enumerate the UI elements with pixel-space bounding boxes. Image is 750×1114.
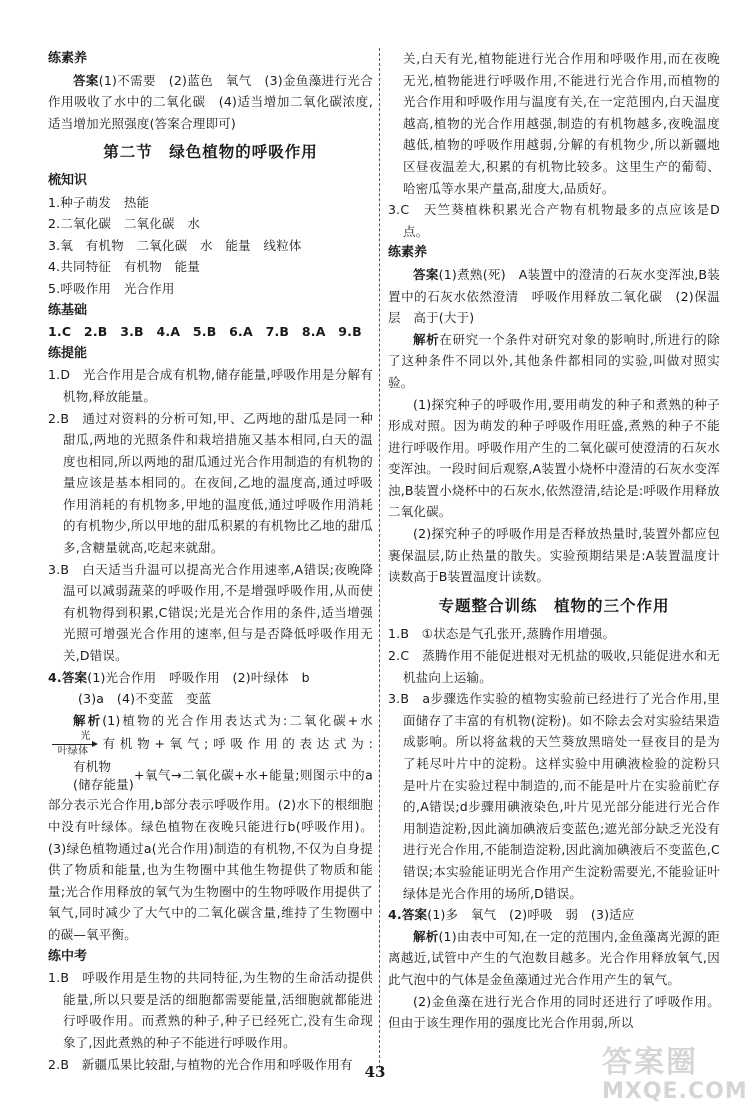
knowledge-item: 2.二氧化碳 二氧化碳 水: [48, 216, 201, 232]
section-heading-lzk: 练中考: [48, 948, 88, 964]
analysis-paragraph: [388, 329, 720, 394]
answer-continuation: (3)a (4)不变蓝 变蓝: [78, 691, 212, 707]
watermark-text: 答案圈: [602, 1045, 698, 1080]
left-column: [48, 48, 373, 1075]
analysis-text: (1)植物的光合作用表达式为:二氧化碳+水: [102, 712, 373, 728]
answer-text: (1)光合作用 呼吸作用 (2)叶绿体 b: [87, 669, 310, 685]
question-answer: 1.D 光合作用是合成有机物,储存能量,呼吸作用是分解有机物,释放能量。: [48, 367, 373, 404]
watermark-text: MXQE.COM: [602, 1079, 748, 1104]
question-answer: [388, 904, 720, 926]
lsy-answer: [48, 70, 373, 135]
section-heading-lsy: 练素养: [48, 51, 88, 66]
question-answer: 2.B 通过对资料的分析可知,甲、乙两地的甜瓜是同一种甜瓜,两地的光照条件和栽培措施又基本相同,白天的温度也相同,所以两地的甜瓜通过光合作用制造的有机物的量应该是基本相同的。在夜间,乙地的温度高,通过呼吸作用消耗的有机物多,甲地的温度低,通过呼吸作用消耗的有机物少,所以甲地的甜瓜积累的有机物比乙地的甜瓜多,含糖量就高,吃起来就甜。: [48, 410, 373, 556]
section-heading-ltn: 练提能: [48, 345, 88, 361]
analysis-paragraph: [388, 926, 720, 991]
section-heading-lsy: 练素养: [388, 245, 428, 261]
column-divider: [379, 48, 380, 1068]
answer-text: (1)多 氧气 (2)呼吸 弱 (3)适应: [427, 907, 635, 923]
question-answer: 3.C 天竺葵植株积累光合产物有机物最多的点应该是D点。: [388, 202, 720, 239]
special-topic-title: 专题整合训练 植物的三个作用: [438, 596, 670, 615]
section-heading-szs: 梳知识: [48, 172, 88, 188]
section-heading-ljc: 练基础: [48, 302, 88, 318]
question-answer: 2.B 新疆瓜果比较甜,与植物的光合作用和呼吸作用有: [48, 1056, 353, 1072]
analysis-paragraph: (2)探究种子的呼吸作用是否释放热量时,装置外都应包裹保温层,防止热量的散失。实验预期结果是:A装置温度计读数高于B装置温度计读数。: [388, 526, 720, 585]
question-answer: 1.B 呼吸作用是生物的共同特征,为生物的生命活动提供能量,所以只要是活的细胞都需要能量,活细胞就都能进行呼吸作用。而煮熟的种子,种子已经死亡,没有生命现象了,因此煮熟的种子不能进行呼吸作用。: [48, 970, 373, 1050]
question-answer: 1.B ①状态是气孔张开,蒸腾作用增强。: [388, 626, 616, 642]
answer-label: 答案: [73, 72, 99, 88]
knowledge-item: 4.共同特征 有机物 能量: [48, 259, 201, 275]
question-answer-continuation: 关,白天有光,植物能进行光合作用和呼吸作用,而在夜晚无光,植物能进行呼吸作用,不能进行光合作用,而植物的光合作用和呼吸作用与温度有关,在一定范围内,白天温度越高,植物的光合作用越强,制造的有机物越多,夜晚温度越低,植物的呼吸作用越弱,分解的有机物少,所以新疆地区昼夜温差大,积累的有机物比较多。这里生产的葡萄、哈密瓜等水果产量高,甜度大,品质好。: [403, 51, 720, 196]
site-watermark: [602, 1045, 748, 1110]
analysis-label: 解析: [73, 712, 103, 728]
answer-label: 答案: [413, 266, 439, 282]
analysis-paragraph: (2)金鱼藻在进行光合作用的同时还进行了呼吸作用。但由于该生理作用的强度比光合作用弱,所以: [388, 993, 720, 1031]
question-answer: [48, 667, 373, 689]
question-answer: 3.B 白天适当升温可以提高光合作用速率,A错误;夜晚降温可以减弱蔬菜的呼吸作用,不是增强呼吸作用,从而使有机物得到积累,C错误;光是光合作用的条件,适当增强光照可增强光合作用的速率,但与是否降低呼吸作用无关,D错误。: [48, 561, 373, 664]
answer-label: 4.答案: [388, 907, 428, 923]
right-column: [388, 48, 720, 1034]
reaction-arrow: [52, 731, 94, 758]
answer-text: (1)煮熟(死) A装置中的澄清的石灰水变浑浊,B装置中的石灰水依然澄清 呼吸作用释放二氧化碳 (2)保温层 高于(大于): [388, 266, 720, 326]
stack-line: (储存能量): [73, 777, 134, 793]
analysis-label: 解析: [413, 331, 440, 347]
analysis-paragraph: [48, 710, 373, 946]
arrow-icon: [52, 744, 94, 745]
question-answer: 2.C 蒸腾作用不能促进根对无机盐的吸收,只能促进水和无机盐向上运输。: [388, 648, 720, 685]
section-title: 第二节 绿色植物的呼吸作用: [103, 143, 318, 162]
analysis-text: 有机物+氧气;呼吸作用的表达式为:: [98, 736, 373, 752]
arrow-condition-top: 光: [80, 731, 91, 743]
analysis-text: 在研究一个条件对研究对象的影响时,所进行的除了这种条件不同以外,其他条件都相同的实验,叫做对照实验。: [388, 331, 721, 390]
analysis-paragraph: (1)探究种子的呼吸作用,要用萌发的种子和煮熟的种子形成对照。因为萌发的种子呼吸作用旺盛,煮熟的种子不能进行呼吸作用。呼吸作用产生的二氧化碳可使澄清的石灰水变浑浊。一段时间后观察,A装置小烧杯中澄清的石灰水变浑浊,B装置小烧杯中的石灰水,依然澄清,结论是:呼吸作用释放二氧化碳。: [388, 396, 720, 520]
arrow-condition-bottom: 叶绿体: [57, 746, 89, 758]
page-number: 43: [364, 1063, 386, 1081]
organic-matter-stack: [48, 758, 134, 794]
answer-text: (1)不需要 (2)蓝色 氧气 (3)金鱼藻进行光合作用吸收了水中的二氧化碳 (4)适当增加二氧化碳浓度,适当增加光照强度(答案合理即可): [48, 72, 373, 131]
analysis-label: 解析: [413, 928, 439, 944]
knowledge-item: 3.氧 有机物 二氧化碳 水 能量 线粒体: [48, 237, 302, 253]
lsy-answer: [388, 264, 720, 329]
analysis-text: (1)由表中可知,在一定的范围内,金鱼藻离光源的距离越近,试管中产生的气泡数目越多。光合作用释放氧气,因此气泡中的气体是金鱼藻通过光合作用产生的氧气。: [388, 928, 720, 987]
basic-answers: 1.C 2.B 3.B 4.A 5.B 6.A 7.B 8.A 9.B: [48, 324, 362, 340]
knowledge-item: 1.种子萌发 热能: [48, 194, 150, 210]
knowledge-item: 5.呼吸作用 光合作用: [48, 280, 175, 296]
answer-label: 4.答案: [48, 669, 88, 685]
analysis-text: +氧气→二氧化碳+水+能量;则图示中的a部分表示光合作用,b部分表示呼吸作用。(2)水下的根细胞中没有叶绿体。绿色植物在夜晚只能进行b(呼吸作用)。(3)绿色植物通过a(光合作用)制造的有机物,不仅为自身提供了物质和能量,也为生物圈中其他生物提供了物质和能量;光合作用释放的氧气为生物圈中的生物呼吸作用提供了氧气,同时减少了大气中的二氧化碳含量,维持了生物圈中的碳—氧平衡。: [48, 767, 373, 942]
question-answer: 3.B a步骤选作实验的植物实验前已经进行了光合作用,里面储存了丰富的有机物(淀粉)。如不除去会对实验结果造成影响。所以将盆栽的天竺葵放黑暗处一昼夜目的是为了耗尽叶片中的淀粉。这样实验中用碘液检验的淀粉只是叶片在实验过程中制造的,而不能是叶片在实验前贮存的,A错误;d步骤用碘液染色,叶片见光部分能进行光合作用制造淀粉,因此滴加碘液后变蓝色;遮光部分缺乏光没有进行光合作用,不能制造淀粉,因此滴加碘液后不变蓝色,C错误;本实验能证明光合作用产生淀粉需要光,不能验证叶绿体是光合作用的场所,D错误。: [388, 691, 720, 901]
stack-line: 有机物: [73, 759, 112, 775]
